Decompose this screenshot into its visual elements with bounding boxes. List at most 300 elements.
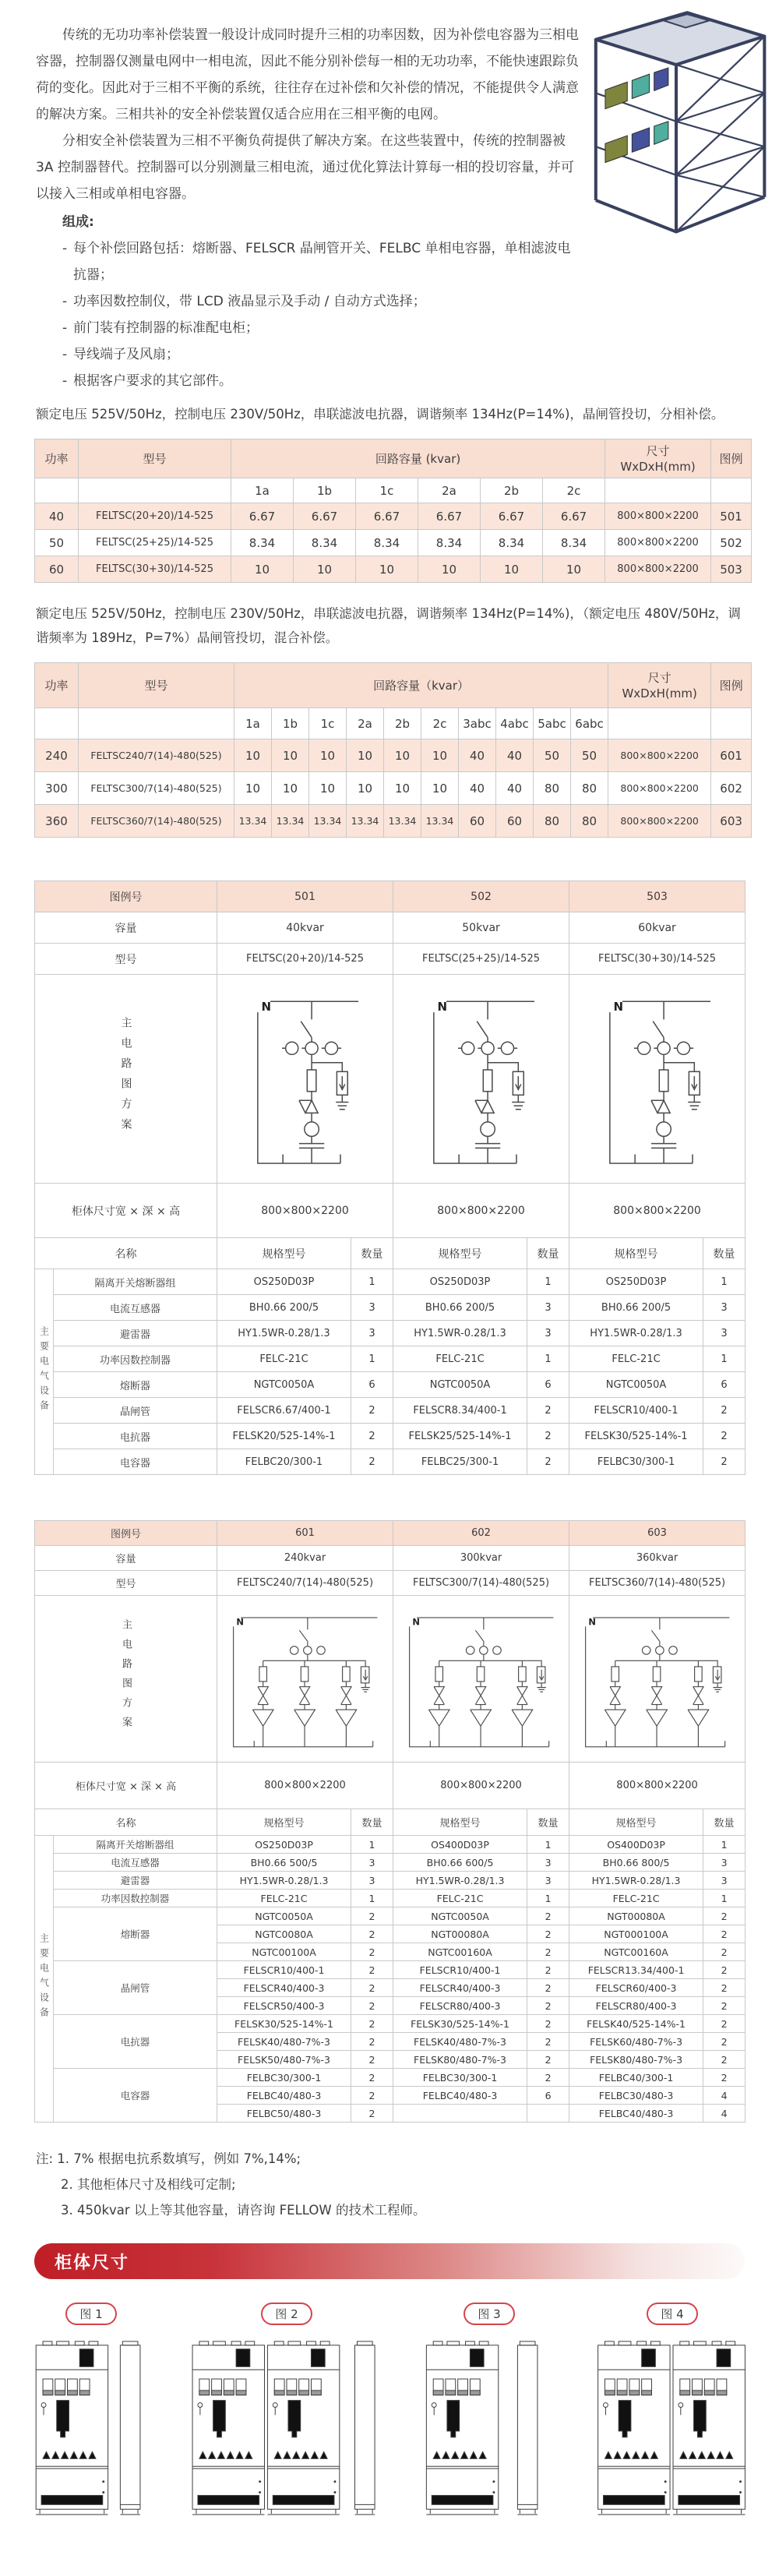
- power-cell: 50: [35, 530, 79, 556]
- spec-cell: NGTC00100A: [217, 1943, 351, 1961]
- spec-cell: FELSCR40/400-3: [217, 1979, 351, 1997]
- col-header-loop-capacity: 回路容量 (kvar): [231, 439, 605, 478]
- qty-cell: 4: [703, 2105, 746, 2123]
- spec-cell: BH0.66 200/5: [393, 1295, 527, 1321]
- component-name: 隔离开关熔断器组: [54, 1269, 217, 1295]
- value-cell: 13.34: [234, 805, 272, 838]
- size-cell: 800×800×2200: [608, 739, 711, 772]
- legend-cell: 503: [711, 556, 752, 583]
- col-header-legend: 图例: [711, 439, 752, 478]
- figure-label: 图 1: [65, 2303, 116, 2325]
- qty-cell: [527, 2105, 569, 2123]
- component-name: 避雷器: [54, 1321, 217, 1346]
- value-cell: 10: [543, 556, 605, 583]
- spec-cell: FELBC30/300-1: [393, 2069, 527, 2087]
- spec-cell: FELC-21C: [393, 1346, 527, 1372]
- model-cell: FELTSC(20+20)/14-525: [217, 944, 393, 975]
- qty-cell: 2: [527, 2069, 569, 2087]
- qty-cell: 2: [703, 1424, 746, 1449]
- qty-cell: 2: [703, 2033, 746, 2051]
- spec-cell: FELSK30/525-14%-1: [217, 2015, 351, 2033]
- spec-cell: NGTC0050A: [393, 1372, 527, 1398]
- col-header-spec: 规格型号: [569, 1238, 703, 1269]
- qty-cell: 2: [351, 1997, 393, 2015]
- spec-cell: FELSCR40/400-3: [393, 1979, 527, 1997]
- component-name: 隔离开关熔断器组: [54, 1836, 217, 1854]
- spec-cell: BH0.66 200/5: [569, 1295, 703, 1321]
- size-cell: 800×800×2200: [608, 805, 711, 838]
- cabinet-drawing-1: [33, 2338, 150, 2521]
- qty-cell: 2: [527, 1907, 569, 1925]
- row-header-cabinet-size: 柜体尺寸宽 × 深 × 高: [35, 1184, 217, 1238]
- value-cell: 10: [294, 556, 356, 583]
- qty-cell: 2: [527, 1961, 569, 1979]
- power-cell: 240: [35, 739, 79, 772]
- value-cell: 10: [272, 772, 309, 805]
- spec-cell: FELSK40/480-7%-3: [217, 2033, 351, 2051]
- spec-cell: NGTC0080A: [217, 1925, 351, 1943]
- row-header-model: 型号: [35, 944, 217, 975]
- col-header-qty: 数量: [527, 1809, 569, 1836]
- model-cell: FELTSC300/7(14)-480(525): [79, 772, 234, 805]
- spec-cell: FELBC30/480-3: [569, 2087, 703, 2105]
- legend-no-cell: 502: [393, 881, 569, 912]
- list-item: - 根据客户要求的其它部件。: [62, 368, 581, 394]
- qty-cell: 2: [527, 2033, 569, 2051]
- intro-paragraph-2: 分相安全补偿装置为三相不平衡负荷提供了解决方案。在这些装置中，传统的控制器被 3A 控制器替代。控制器可以分别测量三相电流，通过优化算法计算每一相的投切容量，并可以接入三相或单相电容器。: [36, 133, 574, 202]
- model-cell: FELTSC300/7(14)-480(525): [393, 1571, 569, 1596]
- col-header-qty: 数量: [351, 1238, 393, 1269]
- qty-cell: 2: [351, 1907, 393, 1925]
- col-header-model: 型号: [79, 663, 234, 708]
- cabinet-size-banner: [34, 2243, 745, 2279]
- subcol-header: 2a: [347, 708, 384, 739]
- col-header-power: 功率: [35, 663, 79, 708]
- subcol-header: 1a: [231, 478, 294, 503]
- legend-cell: 501: [711, 503, 752, 530]
- cabinet-size-cell: 800×800×2200: [569, 1763, 746, 1809]
- empty-cell: [35, 708, 79, 739]
- value-cell: 60: [459, 805, 496, 838]
- subcol-header: 2c: [421, 708, 459, 739]
- qty-cell: 2: [703, 1398, 746, 1424]
- spec1-description: 额定电压 525V/50Hz，控制电压 230V/50Hz，串联滤波电抗器，调谐频率 134Hz(P=14%)，晶闸管投切，分相补偿。: [36, 407, 724, 422]
- value-cell: 10: [347, 739, 384, 772]
- empty-cell: [608, 708, 711, 739]
- spec-cell: FELSK50/480-7%-3: [217, 2051, 351, 2069]
- vertical-label: 主要电气设备: [38, 1933, 50, 2022]
- spec-cell: FELC-21C: [217, 1890, 351, 1907]
- spec-cell: FELC-21C: [569, 1890, 703, 1907]
- value-cell: 10: [421, 739, 459, 772]
- spec-cell: FELBC40/480-3: [217, 2087, 351, 2105]
- spec-cell: FELSK30/525-14%-1: [393, 2015, 527, 2033]
- value-cell: 10: [356, 556, 418, 583]
- col-header-spec: 规格型号: [393, 1809, 527, 1836]
- figure-label: 图 2: [261, 2303, 312, 2325]
- legend-no-cell: 503: [569, 881, 746, 912]
- component-name: 功率因数控制器: [54, 1346, 217, 1372]
- spec-table-2: [34, 662, 752, 838]
- value-cell: 13.34: [384, 805, 421, 838]
- value-cell: 8.34: [481, 530, 543, 556]
- qty-cell: 2: [703, 2069, 746, 2087]
- qty-cell: 2: [527, 1449, 569, 1475]
- spec-cell: FELBC25/300-1: [393, 1449, 527, 1475]
- spec-cell: OS400D03P: [569, 1836, 703, 1854]
- size-header-line: 尺寸: [647, 670, 671, 685]
- value-cell: 8.34: [543, 530, 605, 556]
- qty-cell: 1: [351, 1269, 393, 1295]
- value-cell: 13.34: [309, 805, 347, 838]
- value-cell: 8.34: [231, 530, 294, 556]
- qty-cell: 2: [527, 1925, 569, 1943]
- spec-cell: FELBC40/480-3: [569, 2105, 703, 2123]
- qty-cell: 2: [351, 2087, 393, 2105]
- composition-title: 组成:: [62, 214, 94, 230]
- spec-cell: NGTC0050A: [217, 1372, 351, 1398]
- value-cell: 50: [534, 739, 571, 772]
- spec-cell: [393, 2105, 527, 2123]
- value-cell: 10: [384, 739, 421, 772]
- value-cell: 10: [421, 772, 459, 805]
- note-line: 3. 450kvar 以上等其他容量，请咨询 FELLOW 的技术工程师。: [61, 2203, 426, 2218]
- empty-cell: [605, 478, 711, 503]
- model-cell: FELTSC(25+25)/14-525: [79, 530, 231, 556]
- qty-cell: 2: [527, 1979, 569, 1997]
- spec-cell: BH0.66 800/5: [569, 1854, 703, 1872]
- col-header-spec: 规格型号: [569, 1809, 703, 1836]
- qty-cell: 3: [351, 1295, 393, 1321]
- model-cell: FELTSC240/7(14)-480(525): [79, 739, 234, 772]
- value-cell: 6.67: [481, 503, 543, 530]
- col-header-model: 型号: [79, 439, 231, 478]
- spec-cell: NGTC00160A: [569, 1943, 703, 1961]
- size-cell: 800×800×2200: [605, 556, 711, 583]
- capacity-cell: 50kvar: [393, 912, 569, 944]
- spec-cell: HY1.5WR-0.28/1.3: [393, 1321, 527, 1346]
- component-name: 电流互感器: [54, 1295, 217, 1321]
- model-cell: FELTSC240/7(14)-480(525): [217, 1571, 393, 1596]
- spec-cell: NGT00080A: [393, 1925, 527, 1943]
- size-header-line: WxDxH(mm): [622, 686, 697, 700]
- subcol-header: 1b: [272, 708, 309, 739]
- list-item: - 功率因数控制仪，带 LCD 液晶显示及手动 / 自动方式选择；: [62, 288, 581, 315]
- col-header-legend: 图例: [711, 663, 752, 708]
- spec-cell: NGTC0050A: [393, 1907, 527, 1925]
- subcol-header: 1b: [294, 478, 356, 503]
- qty-cell: 2: [703, 1961, 746, 1979]
- circuit-diagram-cell: [569, 1596, 746, 1763]
- component-name: 熔断器: [54, 1372, 217, 1398]
- circuit-diagram-cell: [393, 1596, 569, 1763]
- spec-cell: FELSCR6.67/400-1: [217, 1398, 351, 1424]
- value-cell: 10: [418, 556, 481, 583]
- value-cell: 60: [496, 805, 534, 838]
- legend-no-cell: 603: [569, 1521, 746, 1546]
- component-name: 晶闸管: [54, 1398, 217, 1424]
- qty-cell: 2: [351, 1398, 393, 1424]
- power-cell: 360: [35, 805, 79, 838]
- size-cell: 800×800×2200: [608, 772, 711, 805]
- spec-cell: FELSK25/525-14%-1: [393, 1424, 527, 1449]
- cabinet-drawing-2: [190, 2338, 383, 2521]
- value-cell: 10: [481, 556, 543, 583]
- value-cell: 6.67: [543, 503, 605, 530]
- power-cell: 60: [35, 556, 79, 583]
- spec-cell: FELSCR13.34/400-1: [569, 1961, 703, 1979]
- subcol-header: 1c: [309, 708, 347, 739]
- value-cell: 50: [571, 739, 608, 772]
- capacity-cell: 40kvar: [217, 912, 393, 944]
- value-cell: 10: [231, 556, 294, 583]
- col-header-qty: 数量: [703, 1238, 746, 1269]
- qty-cell: 2: [703, 1979, 746, 1997]
- col-header-qty: 数量: [703, 1809, 746, 1836]
- cabinet-size-cell: 800×800×2200: [393, 1763, 569, 1809]
- model-cell: FELTSC(25+25)/14-525: [393, 944, 569, 975]
- value-cell: 10: [309, 739, 347, 772]
- spec-cell: NGTC00160A: [393, 1943, 527, 1961]
- vertical-label: 主电路图方案: [119, 1016, 132, 1138]
- col-header-spec: 规格型号: [217, 1809, 351, 1836]
- size-cell: 800×800×2200: [605, 503, 711, 530]
- qty-cell: 2: [703, 1997, 746, 2015]
- value-cell: 40: [496, 739, 534, 772]
- banner-title: 柜体尺寸: [55, 2253, 130, 2273]
- value-cell: 80: [571, 805, 608, 838]
- legend-no-cell: 501: [217, 881, 393, 912]
- figure-2: [190, 2303, 383, 2521]
- spec-cell: FELSK40/480-7%-3: [393, 2033, 527, 2051]
- col-header-name: 名称: [35, 1238, 217, 1269]
- spec-cell: FELSK60/480-7%-3: [569, 2033, 703, 2051]
- spec-cell: OS400D03P: [393, 1836, 527, 1854]
- qty-cell: 1: [527, 1346, 569, 1372]
- qty-cell: 3: [527, 1854, 569, 1872]
- qty-cell: 2: [527, 1398, 569, 1424]
- qty-cell: 2: [703, 1449, 746, 1475]
- spec-cell: BH0.66 500/5: [217, 1854, 351, 1872]
- value-cell: 6.67: [418, 503, 481, 530]
- subcol-header: 6abc: [571, 708, 608, 739]
- qty-cell: 1: [703, 1836, 746, 1854]
- single-phase-circuit-diagram: [247, 983, 364, 1180]
- qty-cell: 3: [527, 1872, 569, 1890]
- spec-cell: FELBC40/480-3: [393, 2087, 527, 2105]
- spec-cell: FELBC30/300-1: [217, 2069, 351, 2087]
- spec-cell: FELC-21C: [217, 1346, 351, 1372]
- group-label-main-equipment: [35, 1836, 54, 2123]
- cabinet-drawing-4: [595, 2338, 749, 2521]
- qty-cell: 1: [527, 1269, 569, 1295]
- spec-cell: FELSCR10/400-1: [393, 1961, 527, 1979]
- three-phase-circuit-diagram: [580, 1604, 735, 1759]
- three-phase-circuit-diagram: [227, 1604, 383, 1759]
- model-cell: FELTSC360/7(14)-480(525): [79, 805, 234, 838]
- spec-cell: FELBC40/300-1: [569, 2069, 703, 2087]
- note-line: 注: 1. 7% 根据电抗系数填写，例如 7%,14%;: [36, 2151, 301, 2166]
- single-phase-circuit-diagram: [599, 983, 716, 1180]
- value-cell: 10: [347, 772, 384, 805]
- value-cell: 80: [534, 805, 571, 838]
- figure-label: 图 4: [647, 2303, 697, 2325]
- component-name: 电抗器: [54, 1424, 217, 1449]
- empty-cell: [79, 708, 234, 739]
- spec-cell: BH0.66 200/5: [217, 1295, 351, 1321]
- subcol-header: 4abc: [496, 708, 534, 739]
- value-cell: 6.67: [294, 503, 356, 530]
- intro-paragraph-1: 传统的无功功率补偿装置一般设计成同时提升三相的功率因数，因为补偿电容器为三相电容器，控制器仅测量电网中一相电流，因此不能分别补偿每一相的无功功率，不能快速跟踪负荷的变化。因此对于三相不平衡的系统，往往存在过补偿和欠补偿的情况，不能提供令人满意的解决方案。三相共补的安全补偿装置仅适合应用在三相平衡的电网。: [36, 27, 579, 122]
- subcol-header: 2a: [418, 478, 481, 503]
- row-header-capacity: 容量: [35, 1546, 217, 1571]
- value-cell: 10: [234, 739, 272, 772]
- spec-cell: FELC-21C: [569, 1346, 703, 1372]
- qty-cell: 1: [703, 1269, 746, 1295]
- size-header-line: WxDxH(mm): [620, 459, 696, 474]
- circuit-diagram-cell: [393, 975, 569, 1184]
- qty-cell: 2: [527, 1997, 569, 2015]
- list-item: - 前门装有控制器的标准配电柜；: [62, 315, 581, 341]
- qty-cell: 2: [351, 2015, 393, 2033]
- spec-cell: OS250D03P: [393, 1269, 527, 1295]
- spec-cell: NGT000100A: [569, 1925, 703, 1943]
- qty-cell: 3: [703, 1321, 746, 1346]
- qty-cell: 3: [351, 1321, 393, 1346]
- figure-1: [33, 2303, 150, 2521]
- row-header-model: 型号: [35, 1571, 217, 1596]
- value-cell: 6.67: [356, 503, 418, 530]
- spec-cell: FELC-21C: [393, 1890, 527, 1907]
- cabinet-size-cell: 800×800×2200: [217, 1763, 393, 1809]
- capacity-cell: 300kvar: [393, 1546, 569, 1571]
- subcol-header: 2c: [543, 478, 605, 503]
- spec-cell: FELSCR10/400-1: [569, 1398, 703, 1424]
- figure-4: [595, 2303, 749, 2521]
- component-name: 晶闸管: [54, 1961, 217, 2015]
- qty-cell: 2: [527, 1943, 569, 1961]
- spec2-description: 额定电压 525V/50Hz，控制电压 230V/50Hz，串联滤波电抗器，调谐频率 134Hz(P=14%)，（额定电压 480V/50Hz，调谐频率为 189Hz，P=7%）晶闸管投切，混合补偿。: [36, 606, 741, 645]
- spec-cell: HY1.5WR-0.28/1.3: [393, 1872, 527, 1890]
- col-header-size: [608, 663, 711, 708]
- notes-section: [36, 2146, 779, 2223]
- col-header-spec: 规格型号: [217, 1238, 351, 1269]
- subcol-header: 2b: [481, 478, 543, 503]
- spec-cell: FELSCR8.34/400-1: [393, 1398, 527, 1424]
- spec-cell: FELSCR80/400-3: [393, 1997, 527, 2015]
- qty-cell: 2: [703, 1925, 746, 1943]
- col-header-loop-capacity: 回路容量（kvar）: [234, 663, 608, 708]
- circuit-diagram-cell: [569, 975, 746, 1184]
- subcol-header: 1c: [356, 478, 418, 503]
- col-header-qty: 数量: [527, 1238, 569, 1269]
- capacity-cell: 240kvar: [217, 1546, 393, 1571]
- capacity-cell: 360kvar: [569, 1546, 746, 1571]
- spec-cell: FELSK20/525-14%-1: [217, 1424, 351, 1449]
- group-label-main-equipment: [35, 1269, 54, 1475]
- qty-cell: 2: [351, 1943, 393, 1961]
- spec-cell: FELSK80/480-7%-3: [569, 2051, 703, 2069]
- circuit-diagram-cell: [217, 975, 393, 1184]
- qty-cell: 2: [703, 1907, 746, 1925]
- intro-section: [0, 0, 581, 394]
- spec-cell: HY1.5WR-0.28/1.3: [569, 1872, 703, 1890]
- qty-cell: 2: [527, 2015, 569, 2033]
- value-cell: 13.34: [347, 805, 384, 838]
- spec-cell: FELBC50/480-3: [217, 2105, 351, 2123]
- subcol-header: 2b: [384, 708, 421, 739]
- empty-cell: [79, 478, 231, 503]
- row-header-main-circuit: [35, 1596, 217, 1763]
- qty-cell: 3: [703, 1872, 746, 1890]
- qty-cell: 1: [703, 1346, 746, 1372]
- component-name: 电容器: [54, 1449, 217, 1475]
- qty-cell: 2: [351, 2033, 393, 2051]
- spec-cell: FELSCR50/400-3: [217, 1997, 351, 2015]
- cabinet-size-cell: 800×800×2200: [569, 1184, 746, 1238]
- three-phase-circuit-diagram: [404, 1604, 559, 1759]
- size-cell: 800×800×2200: [605, 530, 711, 556]
- legend-no-cell: 601: [217, 1521, 393, 1546]
- spec-cell: OS250D03P: [569, 1269, 703, 1295]
- spec-cell: HY1.5WR-0.28/1.3: [217, 1321, 351, 1346]
- spec-cell: OS250D03P: [217, 1836, 351, 1854]
- list-item: - 导线端子及风扇；: [62, 341, 581, 368]
- single-phase-circuit-diagram: [423, 983, 540, 1180]
- qty-cell: 2: [527, 1424, 569, 1449]
- qty-cell: 1: [703, 1890, 746, 1907]
- qty-cell: 2: [351, 1424, 393, 1449]
- value-cell: 80: [534, 772, 571, 805]
- spec-cell: BH0.66 600/5: [393, 1854, 527, 1872]
- value-cell: 40: [459, 739, 496, 772]
- power-cell: 40: [35, 503, 79, 530]
- cabinet-3d-illustration: [569, 0, 779, 265]
- figure-label: 图 3: [464, 2303, 514, 2325]
- col-header-qty: 数量: [351, 1809, 393, 1836]
- cabinet-drawing-3: [424, 2338, 555, 2521]
- cabinet-size-cell: 800×800×2200: [217, 1184, 393, 1238]
- row-header-capacity: 容量: [35, 912, 217, 944]
- qty-cell: 1: [527, 1890, 569, 1907]
- spec-cell: FELSCR80/400-3: [569, 1997, 703, 2015]
- spec-cell: NGT00080A: [569, 1907, 703, 1925]
- qty-cell: 2: [351, 1961, 393, 1979]
- qty-cell: 4: [703, 2087, 746, 2105]
- size-header-line: 尺寸: [646, 443, 670, 458]
- qty-cell: 2: [351, 2069, 393, 2087]
- value-cell: 8.34: [356, 530, 418, 556]
- legend-cell: 602: [711, 772, 752, 805]
- empty-cell: [35, 478, 79, 503]
- value-cell: 40: [459, 772, 496, 805]
- qty-cell: 1: [527, 1836, 569, 1854]
- qty-cell: 3: [703, 1854, 746, 1872]
- circuit-diagram-cell: [217, 1596, 393, 1763]
- qty-cell: 2: [703, 2051, 746, 2069]
- qty-cell: 2: [703, 1943, 746, 1961]
- list-item: - 每个补偿回路包括：熔断器、FELSCR 晶闸管开关、FELBC 单相电容器，单相滤波电抗器；: [62, 235, 581, 288]
- qty-cell: 2: [351, 1449, 393, 1475]
- value-cell: 8.34: [294, 530, 356, 556]
- model-cell: FELTSC(30+30)/14-525: [79, 556, 231, 583]
- spec-cell: FELBC20/300-1: [217, 1449, 351, 1475]
- capacity-cell: 60kvar: [569, 912, 746, 944]
- legend-no-cell: 602: [393, 1521, 569, 1546]
- note-line: 2. 其他柜体尺寸及相线可定制;: [61, 2177, 236, 2192]
- qty-cell: 1: [351, 1890, 393, 1907]
- power-cell: 300: [35, 772, 79, 805]
